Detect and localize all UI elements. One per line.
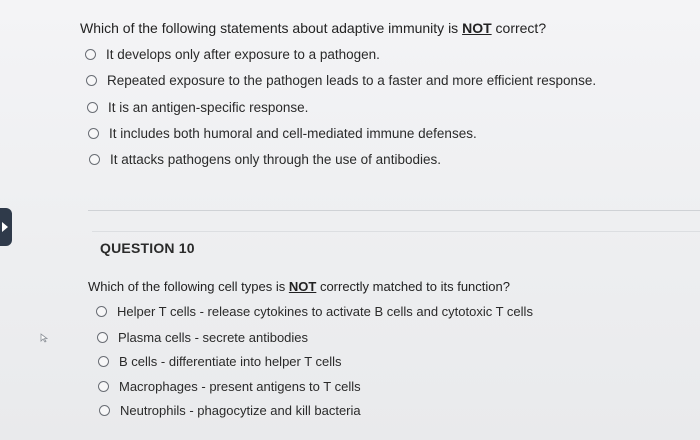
option-label: It is an antigen-specific response. [108, 100, 309, 115]
question-9-stem [80, 20, 546, 36]
option-label: Neutrophils - phagocytize and kill bacteria [120, 403, 361, 418]
question-9-option-4[interactable] [88, 126, 477, 141]
option-label: It attacks pathogens only through the use of antibodies. [110, 152, 441, 167]
radio-button[interactable] [97, 332, 108, 343]
question-9-stem-after: correct? [491, 20, 547, 36]
radio-button[interactable] [86, 75, 97, 86]
question-10-stem-before: Which of the following cell types is [88, 279, 289, 294]
question-9-option-5[interactable] [89, 152, 441, 167]
option-label: Repeated exposure to the pathogen leads to a faster and more efficient response. [107, 73, 597, 88]
question-9-stem-emphasis: NOT [462, 20, 492, 36]
question-10-option-5[interactable] [99, 403, 361, 418]
question-10-option-3[interactable] [98, 354, 342, 369]
section-divider [88, 210, 700, 211]
cursor-icon [40, 333, 50, 343]
radio-button[interactable] [99, 405, 110, 416]
side-nav-toggle[interactable] [0, 208, 12, 246]
radio-button[interactable] [87, 102, 98, 113]
option-label: It includes both humoral and cell-mediated immune defenses. [109, 126, 477, 141]
question-10-stem [88, 279, 510, 294]
question-10-option-1[interactable] [96, 304, 533, 319]
question-9-option-3[interactable] [87, 100, 308, 115]
question-10-heading: QUESTION 10 [100, 240, 195, 256]
question-10-option-2[interactable] [97, 330, 308, 345]
option-label: Plasma cells - secrete antibodies [118, 330, 309, 345]
question-9-option-1[interactable] [85, 47, 380, 62]
option-label: Helper T cells - release cytokines to activate B cells and cytotoxic T cells [117, 304, 533, 319]
radio-button[interactable] [96, 306, 107, 317]
chevron-right-icon [2, 222, 8, 232]
radio-button[interactable] [89, 154, 100, 165]
question-10-option-4[interactable] [98, 379, 361, 394]
option-label: B cells - differentiate into helper T cells [119, 354, 342, 369]
question-9-stem-before: Which of the following statements about adaptive immunity is [80, 20, 463, 36]
question-10-stem-after: correctly matched to its function? [316, 279, 510, 294]
radio-button[interactable] [88, 128, 99, 139]
radio-button[interactable] [98, 356, 109, 367]
option-label: Macrophages - present antigens to T cells [119, 379, 361, 394]
radio-button[interactable] [98, 381, 109, 392]
question-10-stem-emphasis: NOT [288, 279, 317, 294]
radio-button[interactable] [85, 49, 96, 60]
question-9-option-2[interactable] [86, 73, 596, 88]
option-label: It develops only after exposure to a pathogen. [106, 47, 380, 62]
section-divider [92, 231, 700, 232]
